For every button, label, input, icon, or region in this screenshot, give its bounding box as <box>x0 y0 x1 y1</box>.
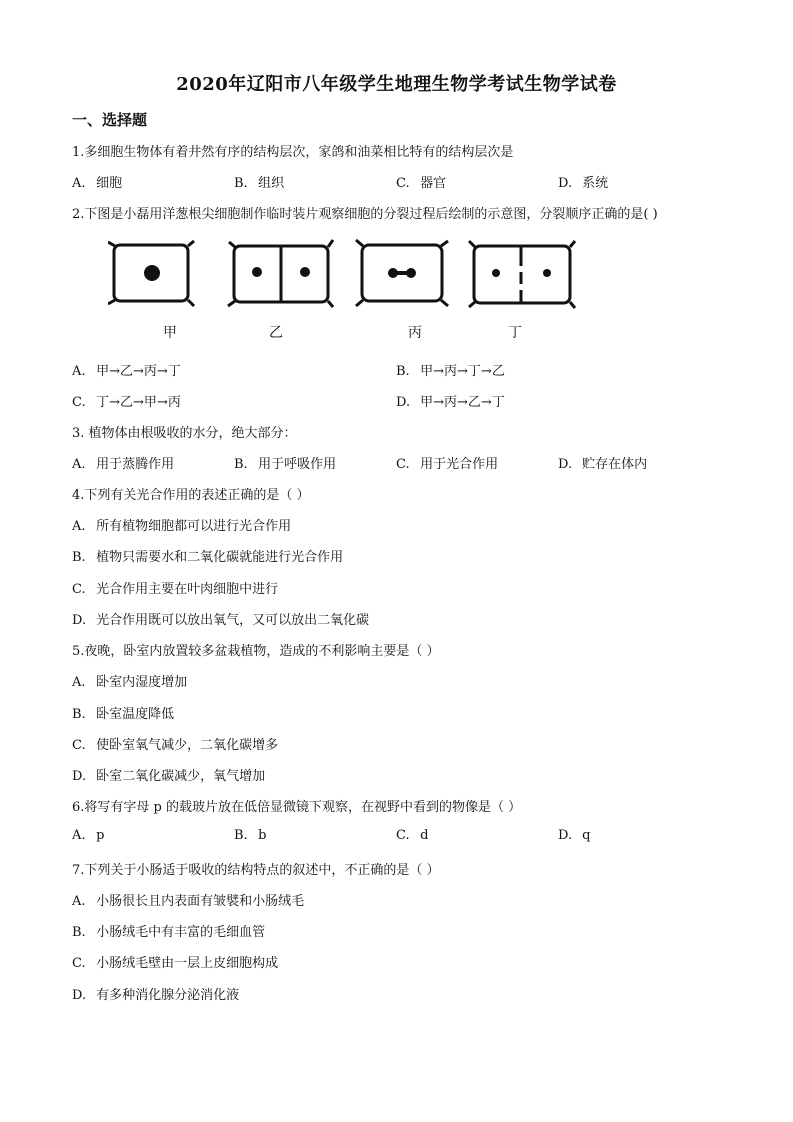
option-text: 植物只需要水和二氧化碳就能进行光合作用 <box>96 550 344 565</box>
question-5-stem: 5.夜晚，卧室内放置较多盆栽植物，造成的不利影响主要是（ ） <box>72 644 440 659</box>
option-letter: B. <box>234 176 248 191</box>
q5-option-b[interactable] <box>72 703 174 722</box>
option-letter: C. <box>72 738 86 753</box>
q1-option-c[interactable] <box>396 172 446 191</box>
option-text: 卧室二氧化碳减少，氧气增加 <box>96 769 266 784</box>
q6-option-a[interactable] <box>72 828 104 843</box>
q5-option-c[interactable] <box>72 734 278 753</box>
option-letter: B. <box>234 457 248 472</box>
q2-option-b[interactable] <box>396 360 505 379</box>
nucleus-ding-right <box>543 269 551 277</box>
option-letter: A. <box>72 519 86 534</box>
option-text: 用于蒸腾作用 <box>96 457 175 472</box>
option-text: 有多种消化腺分泌消化液 <box>96 988 240 1003</box>
figure-label-ding: 丁 <box>508 325 522 341</box>
q4-option-a[interactable] <box>72 515 291 534</box>
option-text: 用于呼吸作用 <box>258 457 337 472</box>
q1-option-b[interactable] <box>234 172 284 191</box>
question-6-stem: 6.将写有字母 p 的载玻片放在低倍显微镜下观察，在视野中看到的物像是（ ） <box>72 800 522 815</box>
option-letter: B. <box>72 707 86 722</box>
option-text: 所有植物细胞都可以进行光合作用 <box>96 519 292 534</box>
option-letter: C. <box>72 582 86 597</box>
option-text: 甲→丙→乙→丁 <box>420 395 505 410</box>
option-text: 小肠绒毛中有丰富的毛细血管 <box>96 925 266 940</box>
option-letter: A. <box>72 675 86 690</box>
option-text: p <box>96 828 105 843</box>
section-heading: 一、选择题 <box>72 111 148 129</box>
option-letter: C. <box>396 176 410 191</box>
option-text: b <box>258 828 267 843</box>
cell-division-diagram <box>108 238 578 318</box>
option-letter: C. <box>72 956 86 971</box>
option-text: d <box>420 828 429 843</box>
option-letter: C. <box>72 395 86 410</box>
option-letter: D. <box>558 176 573 191</box>
q2-option-c[interactable] <box>72 391 181 410</box>
question-7-stem: 7.下列关于小肠适于吸收的结构特点的叙述中，不正确的是（ ） <box>72 863 440 878</box>
q7-option-a[interactable] <box>72 890 304 909</box>
option-letter: A. <box>72 364 86 379</box>
option-letter: A. <box>72 176 86 191</box>
option-text: q <box>582 828 591 843</box>
q5-option-d[interactable] <box>72 765 265 784</box>
q6-option-d[interactable] <box>558 828 590 843</box>
option-letter: C. <box>396 457 410 472</box>
option-letter: B. <box>234 828 248 843</box>
q2-option-a[interactable] <box>72 360 181 379</box>
option-text: 小肠很长且内表面有皱襞和小肠绒毛 <box>96 894 305 909</box>
option-text: 光合作用主要在叶肉细胞中进行 <box>96 582 279 597</box>
option-letter: A. <box>72 457 86 472</box>
q7-option-b[interactable] <box>72 921 265 940</box>
option-letter: B. <box>396 364 410 379</box>
option-text: 系统 <box>582 176 609 191</box>
option-text: 小肠绒毛壁由一层上皮细胞构成 <box>96 956 279 971</box>
figure-label-bing: 丙 <box>408 325 422 341</box>
option-letter: B. <box>72 550 86 565</box>
question-2-stem: 2.下图是小磊用洋葱根尖细胞制作临时装片观察细胞的分裂过程后绘制的示意图，分裂顺序正确的是( ) <box>72 207 658 222</box>
q7-option-c[interactable] <box>72 952 278 971</box>
nucleus-yi-right <box>300 267 310 277</box>
q3-option-a[interactable] <box>72 453 174 472</box>
option-text: 卧室温度降低 <box>96 707 175 722</box>
option-text: 用于光合作用 <box>420 457 499 472</box>
question-1-stem: 1.多细胞生物体有着井然有序的结构层次，家鸽和油菜相比特有的结构层次是 <box>72 145 514 160</box>
option-letter: C. <box>396 828 410 843</box>
option-text: 使卧室氧气减少，二氧化碳增多 <box>96 738 279 753</box>
q3-option-d[interactable] <box>558 453 647 472</box>
q6-option-c[interactable] <box>396 828 428 843</box>
q6-option-b[interactable] <box>234 828 266 843</box>
q3-option-c[interactable] <box>396 453 498 472</box>
option-text: 器官 <box>420 176 447 191</box>
nucleus-jia <box>144 265 160 281</box>
option-letter: D. <box>558 457 573 472</box>
option-letter: D. <box>396 395 411 410</box>
q7-option-d[interactable] <box>72 984 239 1003</box>
option-letter: A. <box>72 828 86 843</box>
option-letter: B. <box>72 925 86 940</box>
q4-option-d[interactable] <box>72 609 369 628</box>
option-letter: D. <box>72 769 87 784</box>
option-letter: D. <box>72 613 87 628</box>
q1-option-a[interactable] <box>72 172 122 191</box>
option-text: 细胞 <box>96 176 123 191</box>
nucleus-bing-bridge <box>394 271 410 275</box>
option-letter: D. <box>72 988 87 1003</box>
q4-option-b[interactable] <box>72 546 343 565</box>
q2-option-d[interactable] <box>396 391 505 410</box>
page-title: 2020年辽阳市八年级学生地理生物学考试生物学试卷 <box>176 74 617 95</box>
option-letter: D. <box>558 828 573 843</box>
nucleus-yi-left <box>252 267 262 277</box>
q3-option-b[interactable] <box>234 453 336 472</box>
option-letter: A. <box>72 894 86 909</box>
q5-option-a[interactable] <box>72 671 187 690</box>
question-3-stem: 3. 植物体由根吸收的水分，绝大部分： <box>72 426 297 441</box>
option-text: 光合作用既可以放出氧气，又可以放出二氧化碳 <box>96 613 370 628</box>
option-text: 甲→乙→丙→丁 <box>96 364 181 379</box>
option-text: 组织 <box>258 176 285 191</box>
option-text: 贮存在体内 <box>582 457 648 472</box>
figure-label-jia: 甲 <box>163 325 177 341</box>
q1-option-d[interactable] <box>558 172 608 191</box>
nucleus-ding-left <box>492 269 500 277</box>
option-text: 甲→丙→丁→乙 <box>420 364 505 379</box>
question-4-stem: 4.下列有关光合作用的表述正确的是（ ） <box>72 488 310 503</box>
figure-label-yi: 乙 <box>269 325 283 341</box>
q4-option-c[interactable] <box>72 578 278 597</box>
option-text: 卧室内湿度增加 <box>96 675 188 690</box>
option-text: 丁→乙→甲→丙 <box>96 395 181 410</box>
